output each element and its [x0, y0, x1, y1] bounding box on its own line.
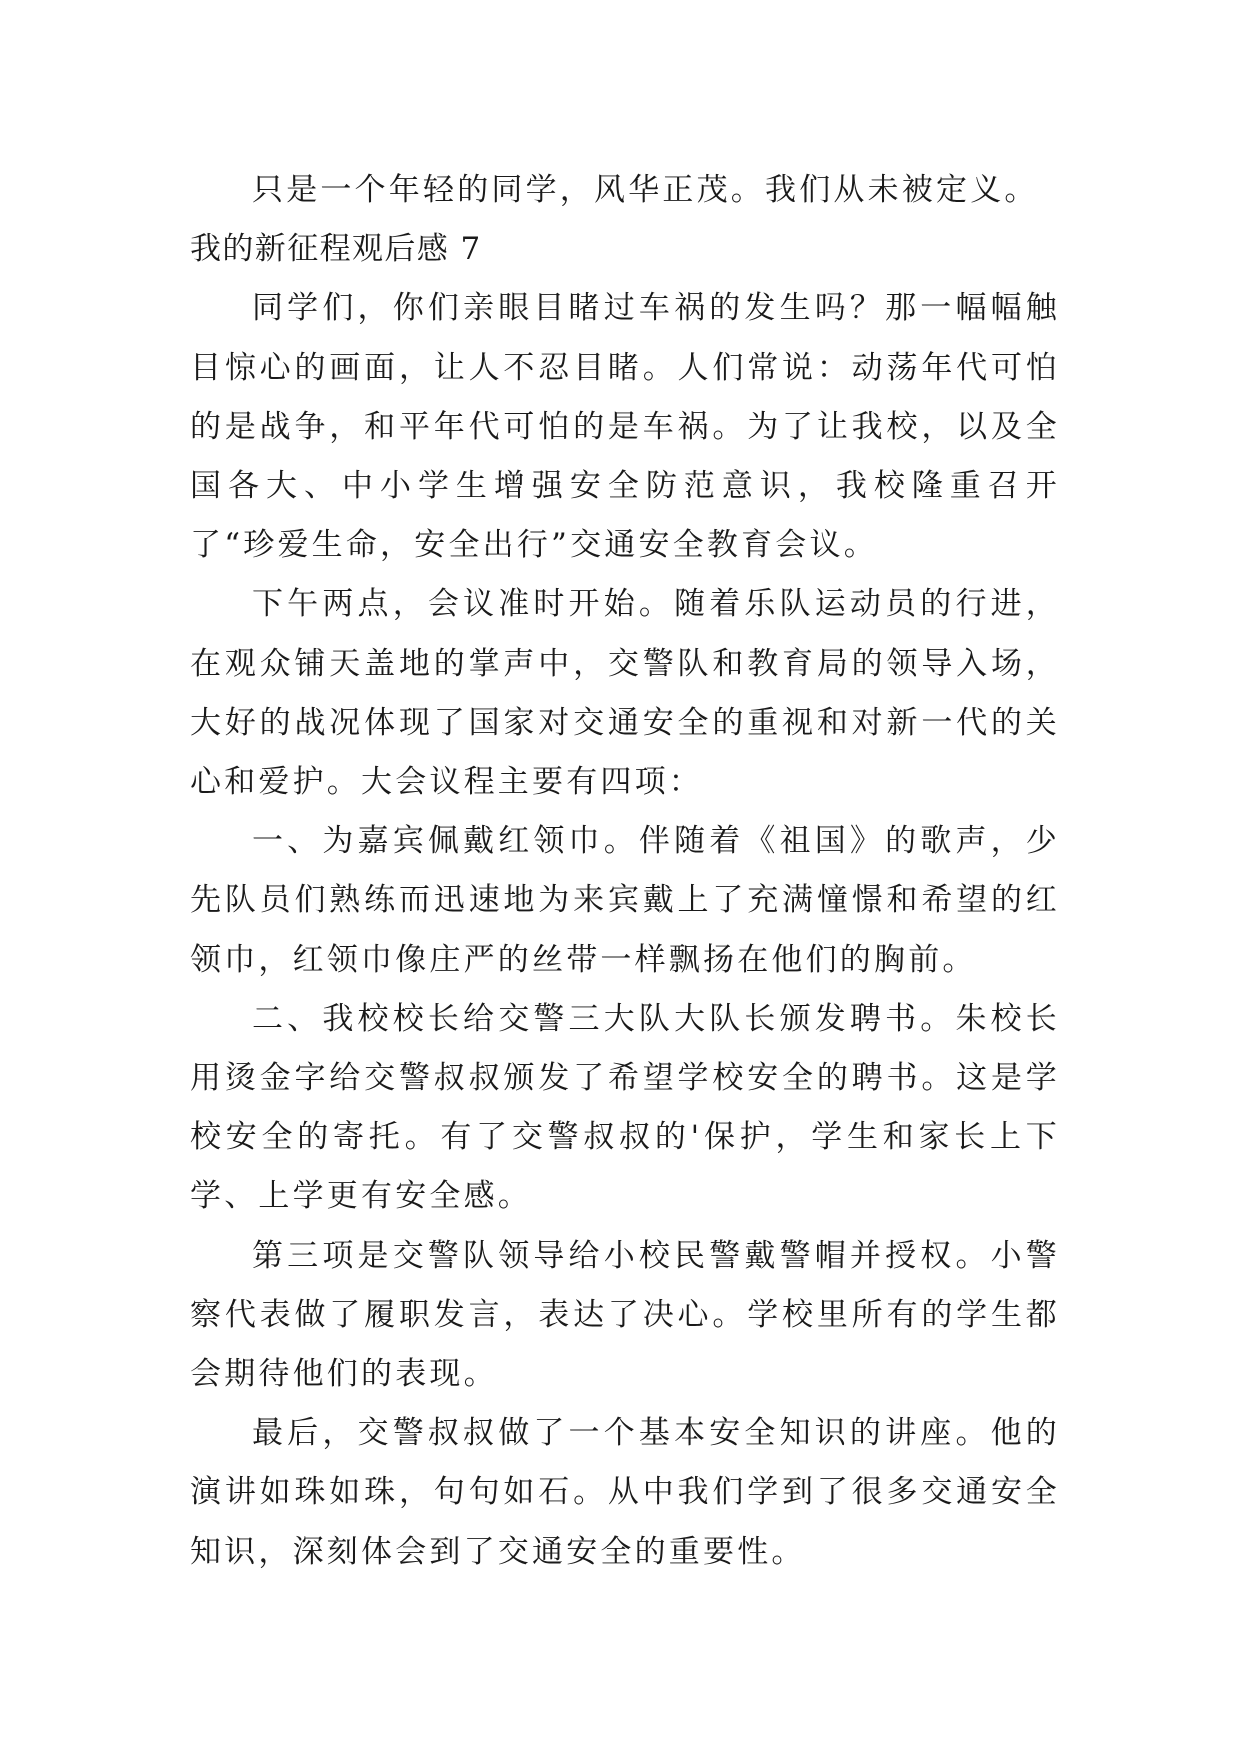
section-heading: 我的新征程观后感 7	[190, 231, 482, 268]
paragraph-agenda-1: 一、为嘉宾佩戴红领巾。伴随着《祖国》的歌声，少先队员们熟练而迅速地为来宾戴上了充满憧憬和希望的红领巾，红领巾像庄严的丝带一样飘扬在他们的胸前。	[190, 823, 1060, 978]
paragraph-agenda-3: 第三项是交警队领导给小校民警戴警帽并授权。小警察代表做了履职发言，表达了决心。学校里所有的学生都会期待他们的表现。	[190, 1237, 1060, 1393]
paragraph-agenda-4: 最后，交警叔叔做了一个基本安全知识的讲座。他的演讲如珠如珠，句句如石。从中我们学到了很多交通安全知识，深刻体会到了交通安全的重要性。	[190, 1415, 1060, 1570]
paragraph-agenda-2: 二、我校校长给交警三大队大队长颁发聘书。朱校长用烫金字给交警叔叔颁发了希望学校安全的聘书。这是学校安全的寄托。有了交警叔叔的'保护，学生和家长上下学、上学更有安全感。	[190, 1000, 1060, 1215]
document-body	[190, 161, 1060, 1582]
paragraph-closing-line: 只是一个年轻的同学，风华正茂。我们从未被定义。	[252, 172, 1039, 208]
paragraph-meeting-start: 下午两点，会议准时开始。随着乐队运动员的行进，在观众铺天盖地的掌声中，交警队和教育局的领导入场，大好的战况体现了国家对交通安全的重视和对新一代的关心和爱护。大会议程主要有四项：	[190, 586, 1060, 801]
paragraph-intro: 同学们，你们亲眼目睹过车祸的发生吗？那一幅幅触目惊心的画面，让人不忍目睹。人们常说：动荡年代可怕的是战争，和平年代可怕的是车祸。为了让我校，以及全国各大、中小学生增强安全防范意识，我校隆重召开了“珍爱生命，安全出行”交通安全教育会议。	[190, 290, 1060, 564]
